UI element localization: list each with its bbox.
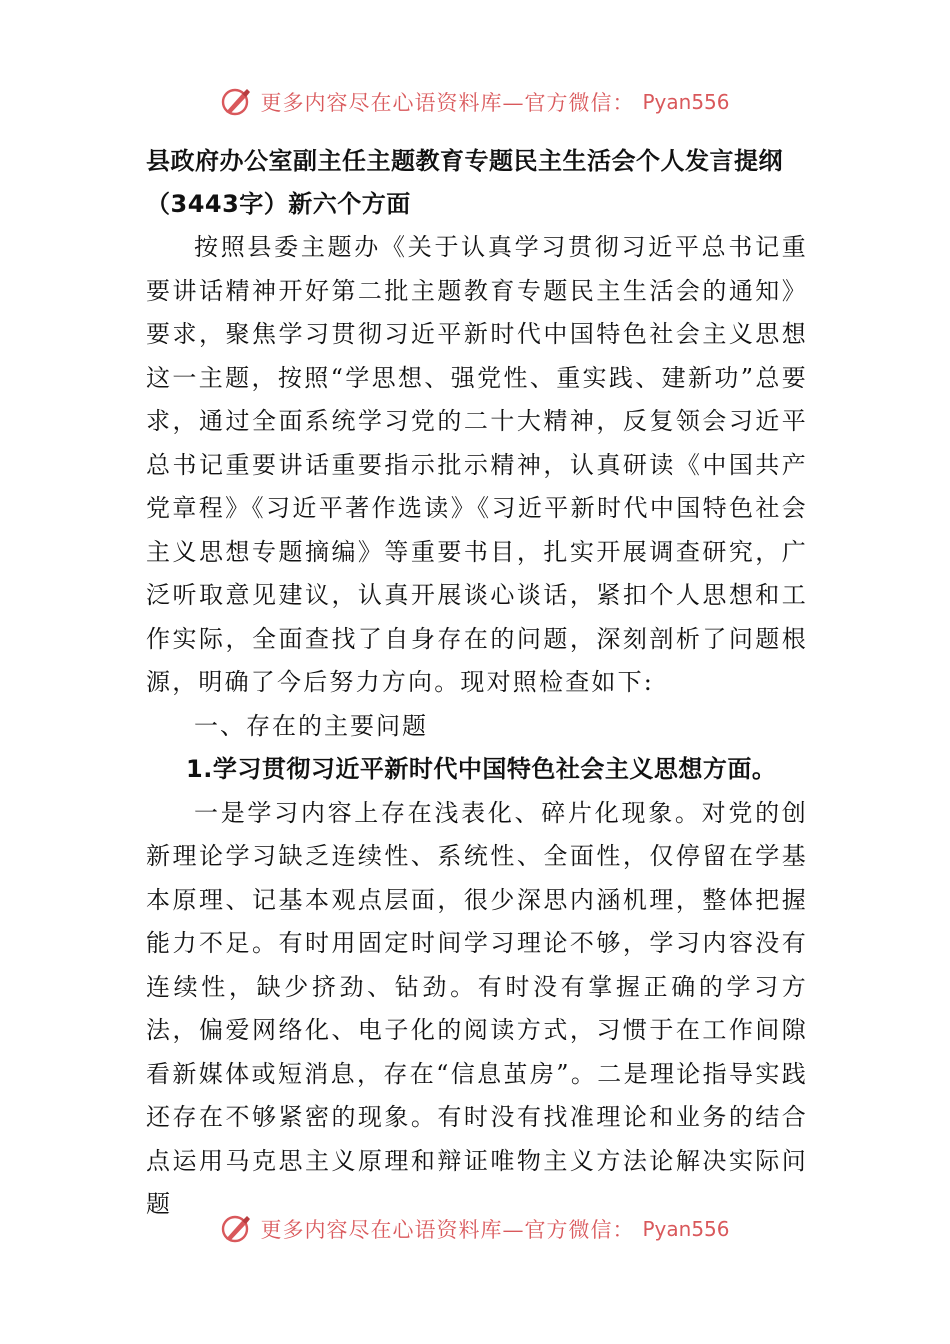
header-banner	[0, 80, 950, 124]
intro-paragraph: 按照县委主题办《关于认真学习贯彻习近平总书记重要讲话精神开好第二批主题教育专题民主生活会的通知》要求，聚焦学习贯彻习近平新时代中国特色社会主义思想这一主题，按照“学思想、强党性、重实践、建新功”总要求，通过全面系统学习党的二十大精神，反复领会习近平总书记重要讲话重要指示批示精神，认真研读《中国共产党章程》《习近平著作选读》《习近平新时代中国特色社会主义思想专题摘编》等重要书目，扎实开展调查研究，广泛听取意见建议，认真开展谈心谈话，紧扣个人思想和工作实际，全面查找了自身存在的问题，深刻剖析了问题根源，明确了今后努力方向。现对照检查如下:	[146, 233, 808, 696]
footer-banner-text: 更多内容尽在心语资料库—官方微信：	[260, 1218, 635, 1242]
document-body	[146, 140, 808, 1227]
body-paragraph: 一是学习内容上存在浅表化、碎片化现象。对党的创新理论学习缺乏连续性、系统性、全面性，仅停留在学基本原理、记基本观点层面，很少深思内涵机理，整体把握能力不足。有时用固定时间学习理论不够，学习内容没有连续性，缺少挤劲、钻劲。有时没有掌握正确的学习方法，偏爱网络化、电子化的阅读方式，习惯于在工作间隙看新媒体或短消息，存在“信息茧房”。二是理论指导实践还存在不够紧密的现象。有时没有找准理论和业务的结合点运用马克思主义原理和辩证唯物主义方法论解决实际问题	[146, 798, 808, 1218]
document-title: 县政府办公室副主任主题教育专题民主生活会个人发言提纲（3443字）新六个方面	[146, 147, 783, 218]
footer-banner	[0, 1207, 950, 1251]
footer-wechat-id: Pyan556	[642, 1217, 730, 1241]
subsection-heading: 1.学习贯彻习近平新时代中国特色社会主义思想方面。	[186, 755, 777, 783]
section-heading: 一、存在的主要问题	[194, 711, 428, 740]
pen-circle-logo-icon	[220, 1213, 252, 1245]
pen-circle-logo-icon	[220, 86, 252, 118]
header-wechat-id: Pyan556	[642, 90, 730, 114]
header-banner-text: 更多内容尽在心语资料库—官方微信：	[260, 91, 635, 115]
